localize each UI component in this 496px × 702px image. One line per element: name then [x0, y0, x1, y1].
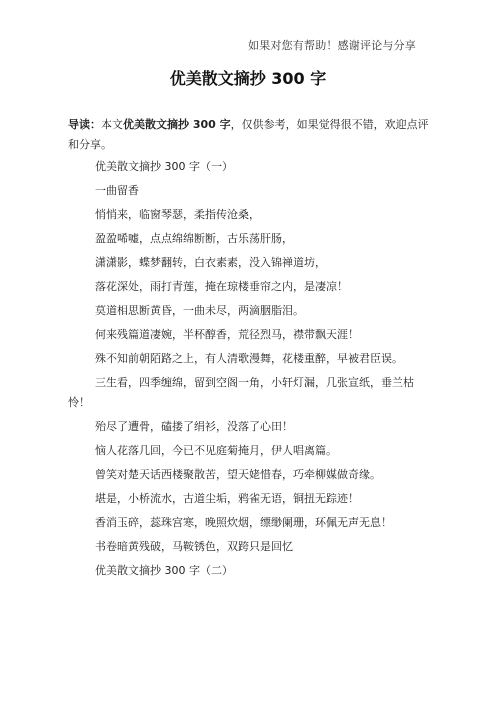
text-line: 三生看，四季缠绵，留到空阁一角，小轩灯漏，几张宣纸，垂兰枯怜！ [68, 376, 414, 409]
text-line: 落花深处，雨打青莲，掩在琼楼垂帘之内，是凄凉！ [95, 280, 348, 293]
text-line: 殆尽了遭骨，磕搂了绢衫，没落了心田！ [95, 420, 293, 433]
intro-pre: 本文 [101, 118, 123, 131]
text-line: 恼人花落几回，今已不见庭菊掩月，伊人唱离篇。 [95, 444, 337, 457]
text-line: 何来残篇道凄婉，半杯醇香，荒径烈马，襟带飘天涯！ [95, 328, 359, 341]
text-line: 盈盈唏嘘，点点绵绵断断，古乐荡肝肠， [95, 232, 293, 245]
intro-bold-title: 优美散文摘抄 300 字 [123, 118, 231, 131]
section-heading: 优美散文摘抄 300 字（二） [95, 564, 233, 577]
text-line: 书卷暗黄残破，马鞍锈色，双跨只是回忆 [95, 540, 293, 553]
text-line: 悄悄来，临窗琴瑟，柔指传沧桑， [95, 208, 260, 221]
text-line: 堪是，小桥流水，古道尘垢，鸦雀无语，铜扭无踪迹！ [95, 492, 359, 505]
text-line: 香消玉碎，蕊珠宫寒，晚照炊烟，缥缈阑珊，环佩无声无息！ [95, 516, 392, 529]
document-body [68, 115, 432, 585]
intro-post: ，仅供参考，如果觉得很不错，欢迎点评和分享。 [68, 118, 429, 151]
text-line: 潇潇影，蝶梦翻转，白衣素素，没入锦禅道坊， [95, 256, 326, 269]
intro-paragraph [68, 115, 432, 155]
text-line: 殊不知前朝陌路之上，有人清歌漫舞，花楼重醉，早被君臣误。 [95, 352, 403, 365]
text-line: 曾笑对楚天话西楼聚散苦，望天姥惜春，巧牵柳媒做奇缘。 [95, 468, 381, 481]
intro-label: 导读： [68, 118, 101, 131]
page-title: 优美散文摘抄 300 字 [169, 69, 327, 88]
section-heading: 优美散文摘抄 300 字（一） [95, 160, 233, 173]
header-note: 如果对您有帮助！感谢评论与分享 [248, 39, 416, 52]
poem-title: 一曲留香 [95, 184, 139, 197]
text-line: 莫道相思断黄昏，一曲未尽，两滴胭脂泪。 [95, 304, 304, 317]
